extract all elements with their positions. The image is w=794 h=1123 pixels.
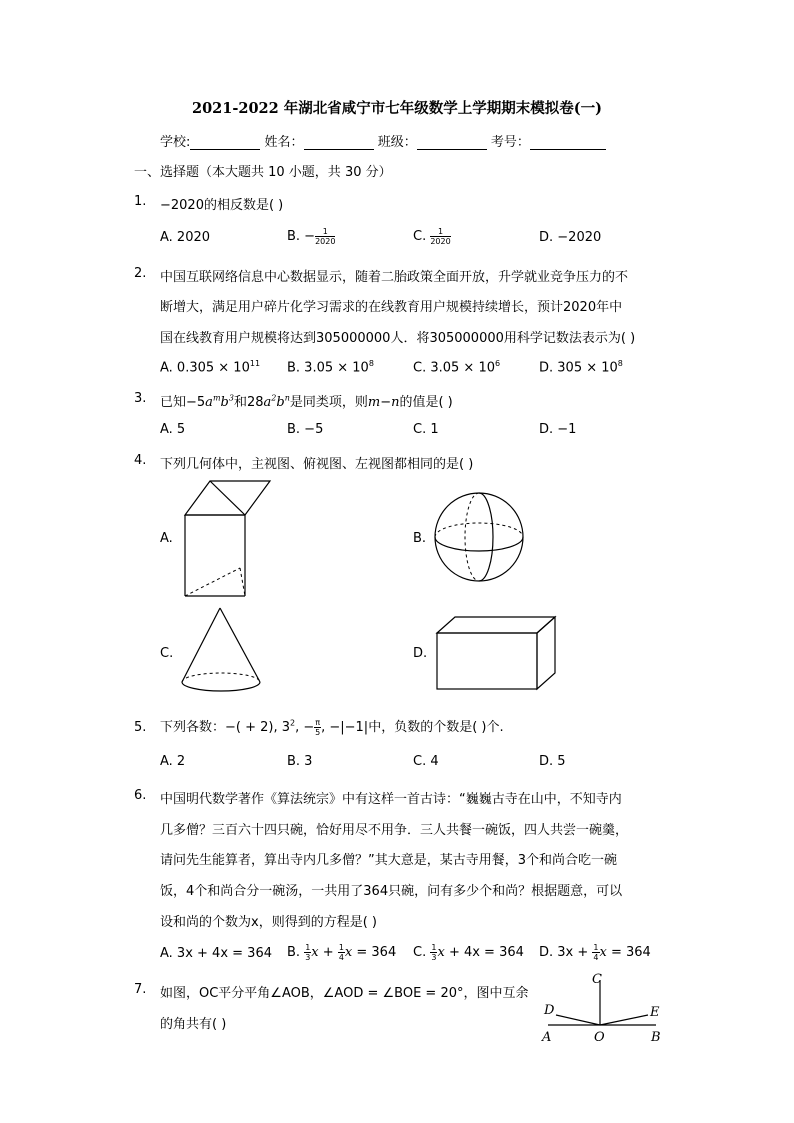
q1-number: 1. (134, 194, 147, 209)
q6-line2: 几多僧？三百六十四只碗，恰好用尽不用争．三人共餐一碗饭，四人共尝一碗羹， (160, 823, 629, 838)
name-blank[interactable] (304, 136, 374, 150)
info-line (160, 131, 606, 150)
q4-option-c-label[interactable]: C. (160, 646, 174, 661)
q4-text: 下列几何体中，主视图、俯视图、左视图都相同的是( ) (160, 457, 474, 472)
cuboid-figure (435, 615, 557, 691)
q3-text: 已知$-5a^mb^3$和$28a^2b^n$是同类项，则m−n的值是( ) (160, 393, 453, 410)
q5-text: 下列各数：−( + 2), $3^2$, − $\frac{\pi}{5}$ , −|−1|中，负数的个数是( )个. (160, 718, 504, 737)
q6-option-a[interactable]: A. 3x + 4x = 364 (160, 946, 272, 961)
page-title: 2021-2022 年湖北省咸宁市七年级数学上学期期末模拟卷(一) (192, 100, 602, 117)
q7-line1: 如图，OC平分平角∠AOB，∠AOD = ∠BOE = 20°，图中互余 (160, 986, 529, 1001)
q5-number: 5. (134, 720, 147, 735)
number-blank[interactable] (530, 136, 606, 150)
q6-option-d[interactable]: D. 3x + $\frac{1}{4}$ x = 364 (539, 943, 651, 962)
q3-option-c[interactable]: C. 1 (413, 422, 439, 437)
q6-line5: 设和尚的个数为x，则得到的方程是( ) (160, 915, 377, 930)
q3-option-d[interactable]: D. −1 (539, 422, 577, 437)
cone-figure (180, 606, 262, 694)
q2-option-b[interactable]: B. $3.05 \times 10^8$ (287, 359, 374, 376)
point-label-a: A (542, 1030, 552, 1045)
q2-line3: 国在线教育用户规模将达到305000000人．将305000000用科学记数法表示为( ) (160, 331, 636, 346)
number-label: 考号： (490, 135, 530, 150)
name-label: 姓名： (264, 135, 304, 150)
section-heading: 一、选择题（本大题共 10 小题，共 30 分） (134, 165, 392, 180)
q2-option-d[interactable]: D. $305 \times 10^8$ (539, 359, 623, 376)
q6-option-c[interactable]: C. $\frac{1}{3}$ x + 4x = 364 (413, 943, 524, 962)
q5-option-c[interactable]: C. 4 (413, 754, 439, 769)
q7-number: 7. (134, 982, 147, 997)
q5-option-d[interactable]: D. 5 (539, 754, 566, 769)
q6-line1: 中国明代数学著作《算法统宗》中有这样一首古诗：“巍巍古寺在山中，不知寺内 (160, 792, 622, 807)
q6-line4: 饭，4个和尚合分一碗汤，一共用了364只碗，问有多少个和尚？根据题意，可以 (160, 884, 623, 899)
q6-line3: 请问先生能算者，算出寺内几多僧？”其大意是，某古寺用餐，3个和尚合吃一碗 (160, 853, 618, 868)
school-label: 学校: (160, 135, 191, 150)
q3-option-b[interactable]: B. −5 (287, 422, 324, 437)
q2-option-a[interactable]: A. $0.305 \times 10^{11}$ (160, 359, 261, 376)
q4-option-d-label[interactable]: D. (413, 646, 428, 661)
point-label-e: E (650, 1005, 660, 1020)
q1-option-a[interactable]: A. 2020 (160, 230, 211, 245)
q3-option-a[interactable]: A. 5 (160, 422, 186, 437)
q6-option-b[interactable]: B. $\frac{1}{3}$ x + $\frac{1}{4}$ x = 364 (287, 943, 397, 962)
q1-option-d[interactable]: D. −2020 (539, 230, 602, 245)
q1-option-c[interactable]: C. $\frac{1}{2020}$ (413, 227, 451, 246)
sphere-figure (434, 492, 526, 582)
point-label-c: C (592, 972, 602, 987)
q2-number: 2. (134, 266, 147, 281)
point-label-d: D (544, 1003, 555, 1018)
q1-option-b[interactable]: B. − $\frac{1}{2020}$ (287, 227, 336, 246)
q2-line1: 中国互联网络信息中心数据显示，随着二胎政策全面开放，升学就业竞争压力的不 (160, 270, 629, 285)
q6-number: 6. (134, 788, 147, 803)
q4-option-b-label[interactable]: B. (413, 531, 427, 546)
q5-option-a[interactable]: A. 2 (160, 754, 186, 769)
school-blank[interactable] (190, 136, 260, 150)
point-label-b: B (651, 1030, 661, 1045)
point-label-o: O (594, 1030, 605, 1045)
q2-line2: 断增大，满足用户碎片化学习需求的在线教育用户规模持续增长，预计2020年中 (160, 300, 623, 315)
q2-option-c[interactable]: C. $3.05 \times 10^6$ (413, 359, 501, 376)
q1-text: −2020的相反数是( ) (160, 198, 284, 213)
q5-option-b[interactable]: B. 3 (287, 754, 313, 769)
class-label: 班级： (377, 135, 417, 150)
q3-number: 3. (134, 391, 147, 406)
class-blank[interactable] (417, 136, 487, 150)
q4-option-a-label[interactable]: A. (160, 531, 173, 546)
triangular-prism-figure (180, 478, 270, 598)
q4-number: 4. (134, 453, 147, 468)
q7-line2: 的角共有( ) (160, 1017, 227, 1032)
